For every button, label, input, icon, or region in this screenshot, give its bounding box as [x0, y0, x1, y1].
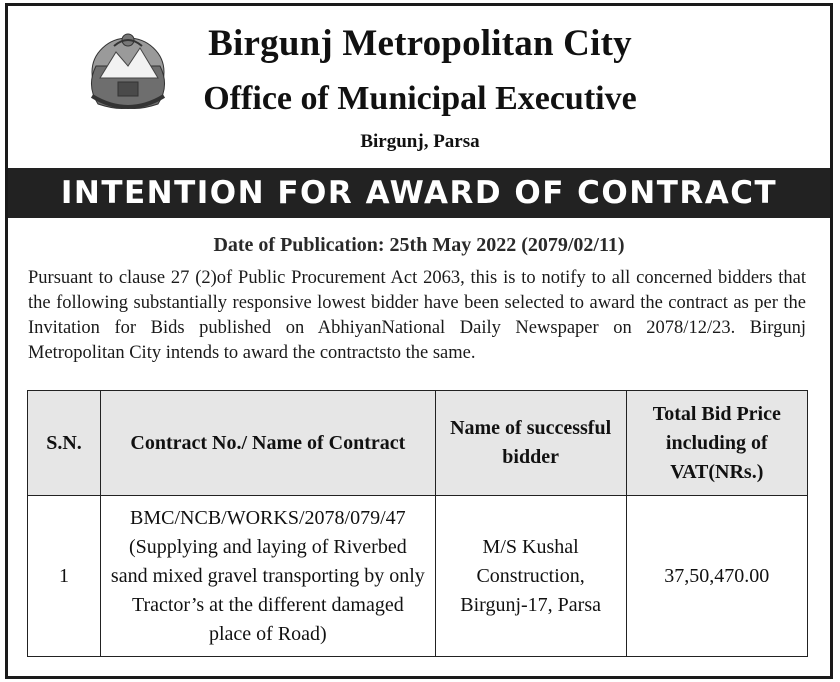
table-row [28, 496, 808, 657]
cell-sn: 1 [28, 496, 101, 657]
city-title: Birgunj Metropolitan City [208, 23, 632, 64]
publication-date: Date of Publication: 25th May 2022 (2079/02/11) [213, 234, 625, 256]
cell-price: 37,50,470.00 [626, 496, 807, 657]
table-header-row [28, 391, 808, 496]
header-price: Total Bid Price including of VAT(NRs.) [626, 391, 807, 496]
cell-contract: BMC/NCB/WORKS/2078/079/47 (Supplying and laying of Riverbed sand mixed gravel transporting by only Tractor’s at the different damaged place of Road) [101, 496, 436, 657]
award-table [27, 390, 808, 657]
office-title: Office of Municipal Executive [203, 80, 637, 117]
notice-banner: INTENTION FOR AWARD OF CONTRACT [8, 168, 830, 218]
header-sn: S.N. [28, 391, 101, 496]
header-contract: Contract No./ Name of Contract [101, 391, 436, 496]
header-bidder: Name of successful bidder [435, 391, 626, 496]
notice-body: Pursuant to clause 27 (2)of Public Procurement Act 2063, this is to notify to all concerned bidders that the following substantially responsive lowest bidder have been selected to award the contract as per the Invitation for Bids published on AbhiyanNational Daily Newspaper on 2078/12/23. Birgunj Metropolitan City intends to award the contractsto the same. [28, 268, 806, 363]
location-text: Birgunj, Parsa [360, 131, 480, 152]
cell-bidder: M/S Kushal Construction, Birgunj-17, Parsa [435, 496, 626, 657]
